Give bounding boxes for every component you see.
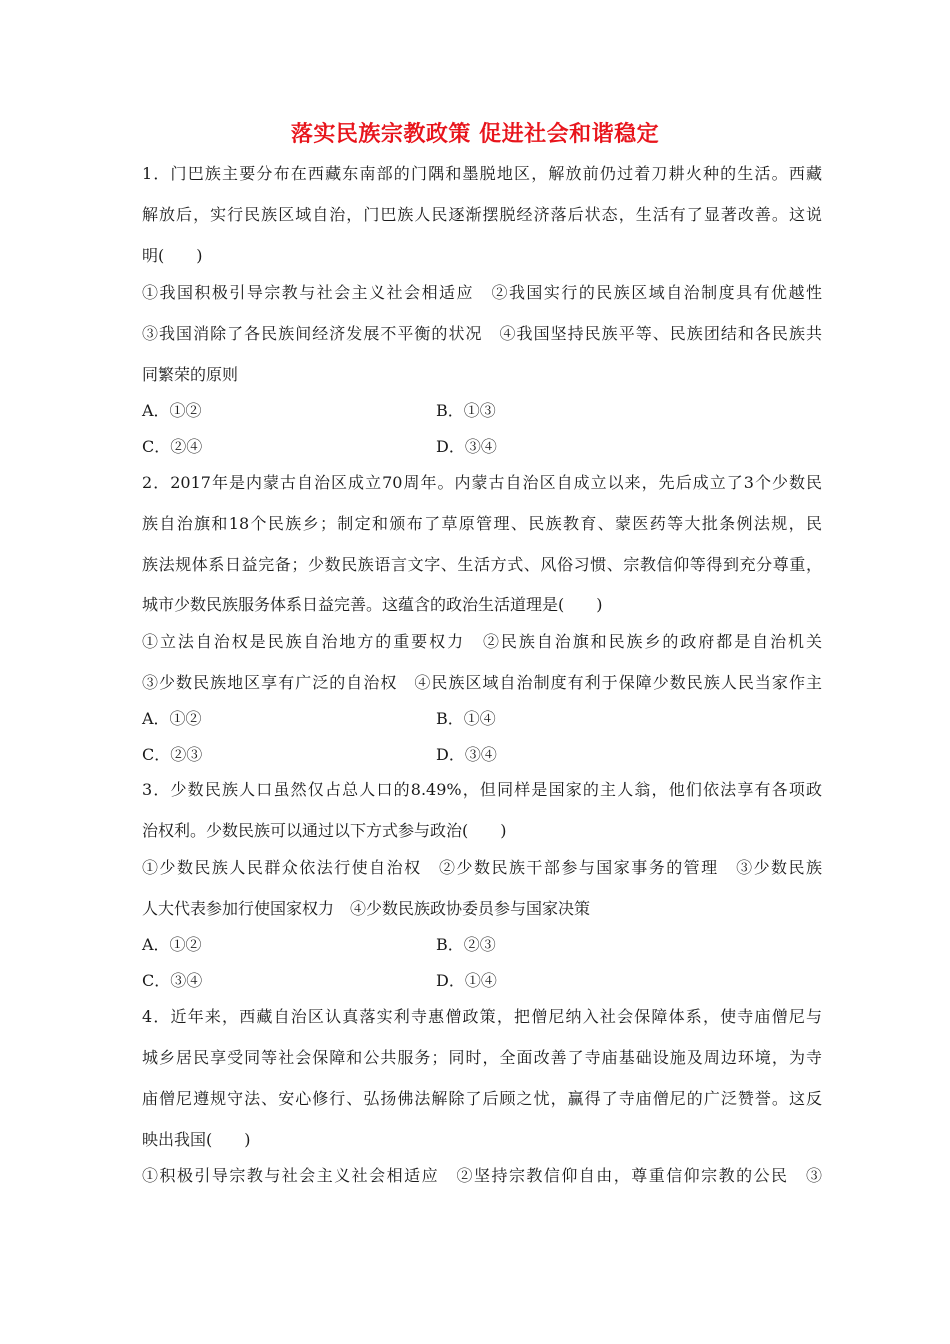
- question-2-option-c: C．②③: [142, 745, 203, 764]
- question-3-line-2: 治权利。少数民族可以通过以下方式参与政治( ): [142, 821, 507, 840]
- question-4-line-3: 庙僧尼遵规守法、安心修行、弘扬佛法解除了后顾之忧，赢得了寺庙僧尼的广泛赞誉。这反: [142, 1089, 822, 1108]
- question-2-option-d: D．③④: [436, 745, 497, 764]
- question-2-option-a: A．①②: [142, 709, 202, 728]
- question-1-statement-line-1: ①我国积极引导宗教与社会主义社会相适应 ②我国实行的民族区域自治制度具有优越性: [142, 283, 822, 302]
- question-1-option-a: A．①②: [142, 401, 202, 420]
- question-3-statement-line-2: 人大代表参加行使国家权力 ④少数民族政协委员参与国家决策: [142, 899, 591, 918]
- question-2-line-2: 族自治旗和18个民族乡；制定和颁布了草原管理、民族教育、蒙医药等大批条例法规，民: [142, 514, 822, 533]
- question-2-line-4: 城市少数民族服务体系日益完善。这蕴含的政治生活道理是( ): [142, 595, 603, 614]
- question-4-line-1: 4．近年来，西藏自治区认真落实利寺惠僧政策，把僧尼纳入社会保障体系，使寺庙僧尼与: [142, 1007, 822, 1026]
- question-2-line-1: 2．2017年是内蒙古自治区成立70周年。内蒙古自治区自成立以来，先后成立了3个少数民: [142, 473, 822, 492]
- question-3-option-a: A．①②: [142, 935, 202, 954]
- question-1-option-b: B．①③: [436, 401, 496, 420]
- question-3-statement-line-1: ①少数民族人民群众依法行使自治权 ②少数民族干部参与国家事务的管理 ③少数民族: [142, 858, 822, 877]
- question-1-line-3: 明( ): [142, 246, 203, 265]
- page-title: 落实民族宗教政策 促进社会和谐稳定: [290, 122, 660, 147]
- question-4-line-2: 城乡居民享受同等社会保障和公共服务；同时，全面改善了寺庙基础设施及周边环境，为寺: [142, 1048, 822, 1067]
- question-3-option-c: C．③④: [142, 971, 203, 990]
- question-1-statement-line-3: 同繁荣的原则: [142, 365, 239, 384]
- question-1-option-d: D．③④: [436, 437, 497, 456]
- question-1-statement-line-2: ③我国消除了各民族间经济发展不平衡的状况 ④我国坚持民族平等、民族团结和各民族共: [142, 324, 822, 343]
- question-3-option-b: B．②③: [436, 935, 496, 954]
- question-2-statement-line-1: ①立法自治权是民族自治地方的重要权力 ②民族自治旗和民族乡的政府都是自治机关: [142, 632, 822, 651]
- question-3-line-1: 3．少数民族人口虽然仅占总人口的8.49%，但同样是国家的主人翁，他们依法享有各项政: [142, 780, 822, 799]
- question-1-line-2: 解放后，实行民族区域自治，门巴族人民逐渐摆脱经济落后状态，生活有了显著改善。这说: [142, 205, 822, 224]
- question-4-statement-line-1: ①积极引导宗教与社会主义社会相适应 ②坚持宗教信仰自由，尊重信仰宗教的公民 ③: [142, 1166, 822, 1185]
- question-2-statement-line-2: ③少数民族地区享有广泛的自治权 ④民族区域自治制度有利于保障少数民族人民当家作主: [142, 673, 822, 692]
- question-4-line-4: 映出我国( ): [142, 1130, 251, 1149]
- question-2-option-b: B．①④: [436, 709, 496, 728]
- question-3-option-d: D．①④: [436, 971, 497, 990]
- question-2-line-3: 族法规体系日益完备；少数民族语言文字、生活方式、风俗习惯、宗教信仰等得到充分尊重，: [142, 555, 822, 574]
- question-1-line-1: 1．门巴族主要分布在西藏东南部的门隅和墨脱地区，解放前仍过着刀耕火种的生活。西藏: [142, 164, 822, 183]
- question-1-option-c: C．②④: [142, 437, 203, 456]
